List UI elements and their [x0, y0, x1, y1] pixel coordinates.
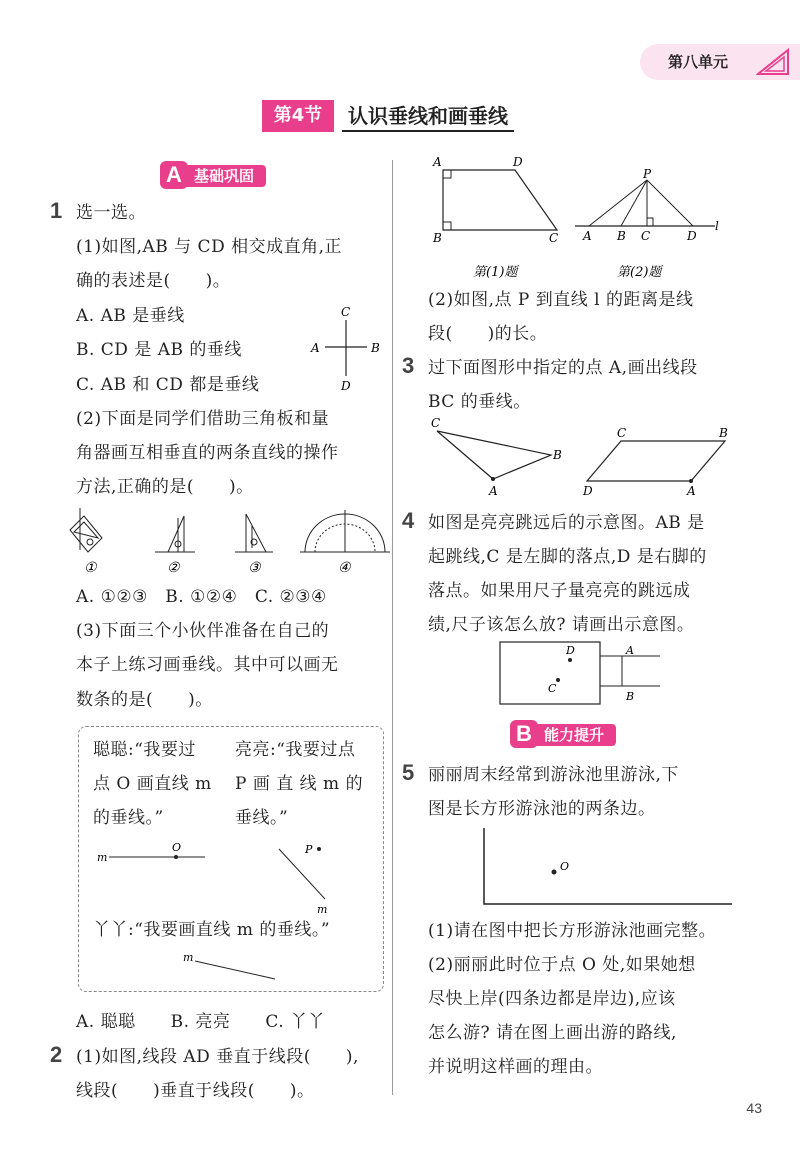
tool-label: ④: [338, 560, 351, 576]
fig-label: C: [641, 229, 651, 243]
point-a: [689, 479, 693, 483]
point-o: [552, 870, 557, 875]
fig-label: A: [433, 155, 442, 169]
congcong-line3: 的垂线。”: [93, 808, 164, 828]
fig-label: A: [489, 484, 498, 498]
tool-3-drawing: [235, 514, 273, 552]
q1-number: 1: [50, 198, 63, 223]
tool-label: ②: [167, 560, 180, 576]
fig-label: m: [317, 903, 328, 916]
fig-label: O: [560, 860, 570, 873]
q4-line1: 如图是亮亮跳远后的示意图。AB 是: [428, 513, 705, 533]
q1-p1-option-b: B. CD 是 AB 的垂线: [76, 340, 242, 360]
fig-label: C: [431, 416, 441, 430]
q1-dialogue-box: [78, 726, 384, 992]
q2-p2-line2: 段( )的长。: [428, 324, 548, 344]
fig-label: m: [97, 851, 108, 864]
fig-label: P: [643, 167, 652, 181]
q4-line3: 落点。如果用尺子量亮亮的跳远成: [428, 581, 691, 601]
q5-line1: 丽丽周末经常到游泳池里游泳,下: [428, 765, 679, 785]
level-a-letter: A: [160, 161, 188, 189]
yaya-figure: [179, 947, 289, 987]
section-badge: 第4节: [262, 100, 334, 132]
fig-label: m: [183, 951, 194, 964]
q1-p2-line3: 方法,正确的是( )。: [76, 477, 254, 497]
fig-label: B: [617, 229, 626, 243]
point-c: [556, 678, 560, 682]
q5-p2-line3: 怎么游? 请在图上画出游的路线,: [428, 1023, 677, 1043]
q5-p2-line4: 并说明这样画的理由。: [428, 1057, 603, 1077]
q5-number: 5: [402, 760, 415, 785]
q1-cross-figure: [305, 302, 385, 392]
tool-2-drawing: [155, 516, 195, 552]
fig-label: A: [626, 644, 634, 657]
yaya-line: 丫丫:“我要画直线 m 的垂线。”: [93, 920, 331, 940]
fig-label: A: [311, 341, 320, 355]
fig-label: B: [626, 690, 635, 703]
fig-label: D: [566, 644, 575, 657]
q1-p1-option-a: A. AB 是垂线: [76, 306, 185, 326]
level-b-label: 能力提升: [534, 724, 616, 746]
q1-p1-line1: (1)如图,AB 与 CD 相交成直角,正: [76, 237, 343, 257]
fig-label: B: [553, 448, 562, 462]
q1-p1-line2: 确的表述是( )。: [76, 271, 231, 291]
q4-line2: 起跳线,C 是左脚的落点,D 是右脚的: [428, 547, 707, 567]
fig-label: C: [617, 426, 627, 440]
q1-p3-line3: 数条的是( )。: [76, 690, 213, 710]
q1-title: 选一选。: [76, 203, 146, 223]
q1-tools-figure: [60, 508, 390, 576]
figure-caption: 第(2)题: [617, 265, 662, 280]
q1-p2-options: A. ①②③ B. ①②④ C. ②③④: [76, 587, 327, 607]
q2-number: 2: [50, 1042, 63, 1067]
q2-line2: 线段( )垂直于线段( )。: [76, 1081, 315, 1101]
q4-number: 4: [402, 508, 415, 533]
page-number: 43: [746, 1100, 762, 1116]
q5-line2: 图是长方形游泳池的两条边。: [428, 799, 656, 819]
point-d: [568, 658, 572, 662]
fig-label: D: [513, 155, 523, 169]
q3-line2: BC 的垂线。: [428, 392, 531, 412]
level-a-label: 基础巩固: [184, 165, 266, 187]
point-a: [491, 477, 495, 481]
congcong-line1: 聪聪:“我要过: [93, 740, 196, 760]
fig-label: C: [548, 682, 557, 695]
fig-label: C: [341, 305, 351, 319]
fig-label: D: [583, 484, 593, 498]
fig-label: D: [341, 379, 351, 392]
q1-p2-line1: (2)下面是同学们借助三角板和量: [76, 409, 330, 429]
q1-p1-option-c: C. AB 和 CD 都是垂线: [76, 375, 260, 395]
fig-label: P: [305, 843, 313, 856]
q1-p2-line2: 角器画互相垂直的两条直线的操作: [76, 443, 339, 463]
unit-title: 第八单元: [668, 53, 729, 71]
fig-label: A: [687, 484, 696, 498]
q1-p3-options: A. 聪聪 B. 亮亮 C. 丫丫: [76, 1012, 326, 1032]
q3-number: 3: [402, 353, 415, 378]
fig-label: A: [583, 229, 592, 243]
tool-label: ③: [248, 560, 261, 576]
fig-label: B: [371, 341, 380, 355]
q4-line4: 绩,尺子该怎么放? 请画出示意图。: [428, 615, 695, 635]
unit-header-tab: [640, 44, 800, 80]
tool-4-protractor: [300, 510, 390, 552]
q2-line1: (1)如图,线段 AD 垂直于线段( ),: [76, 1047, 359, 1067]
fig-label: C: [549, 231, 559, 245]
box-figures: [89, 837, 379, 917]
q5-p2-line1: (2)丽丽此时位于点 O 处,如果她想: [428, 955, 696, 975]
tool-1-drawing: [70, 508, 102, 552]
fig-label: B: [719, 426, 728, 440]
fig-label: l: [715, 219, 719, 233]
fig-label: O: [172, 841, 182, 854]
figure-caption: 第(1)题: [473, 265, 518, 280]
liangliang-line2: P 画 直 线 m 的: [235, 774, 364, 794]
q5-p1: (1)请在图中把长方形游泳池画完整。: [428, 921, 717, 941]
section-name: 认识垂线和画垂线: [342, 100, 514, 132]
q1-p3-line2: 本子上练习画垂线。其中可以画无: [76, 655, 339, 675]
fig-label: B: [433, 231, 442, 245]
liangliang-line1: 亮亮:“我要过点: [235, 740, 356, 760]
q4-jump-figure: [498, 640, 668, 708]
level-b-letter: B: [510, 720, 538, 748]
q2-p2-line1: (2)如图,点 P 到直线 l 的距离是线: [428, 290, 694, 310]
q1-p3-line1: (3)下面三个小伙伴准备在自己的: [76, 621, 330, 641]
point-o: [174, 855, 178, 859]
column-divider: [392, 160, 393, 1095]
q5-pool-figure: [478, 826, 738, 910]
q3-line1: 过下面图形中指定的点 A,画出线段: [428, 358, 698, 378]
q5-p2-line2: 尽快上岸(四条边都是岸边),应该: [428, 989, 676, 1009]
q2-figures: [425, 150, 735, 280]
fig-label: D: [687, 229, 697, 243]
tool-label: ①: [84, 560, 97, 576]
q3-figures: [425, 415, 745, 505]
set-square-icon: [756, 48, 790, 76]
congcong-line2: 点 O 画直线 m: [93, 774, 212, 794]
point-p: [317, 847, 321, 851]
liangliang-line3: 垂线。”: [235, 808, 289, 828]
